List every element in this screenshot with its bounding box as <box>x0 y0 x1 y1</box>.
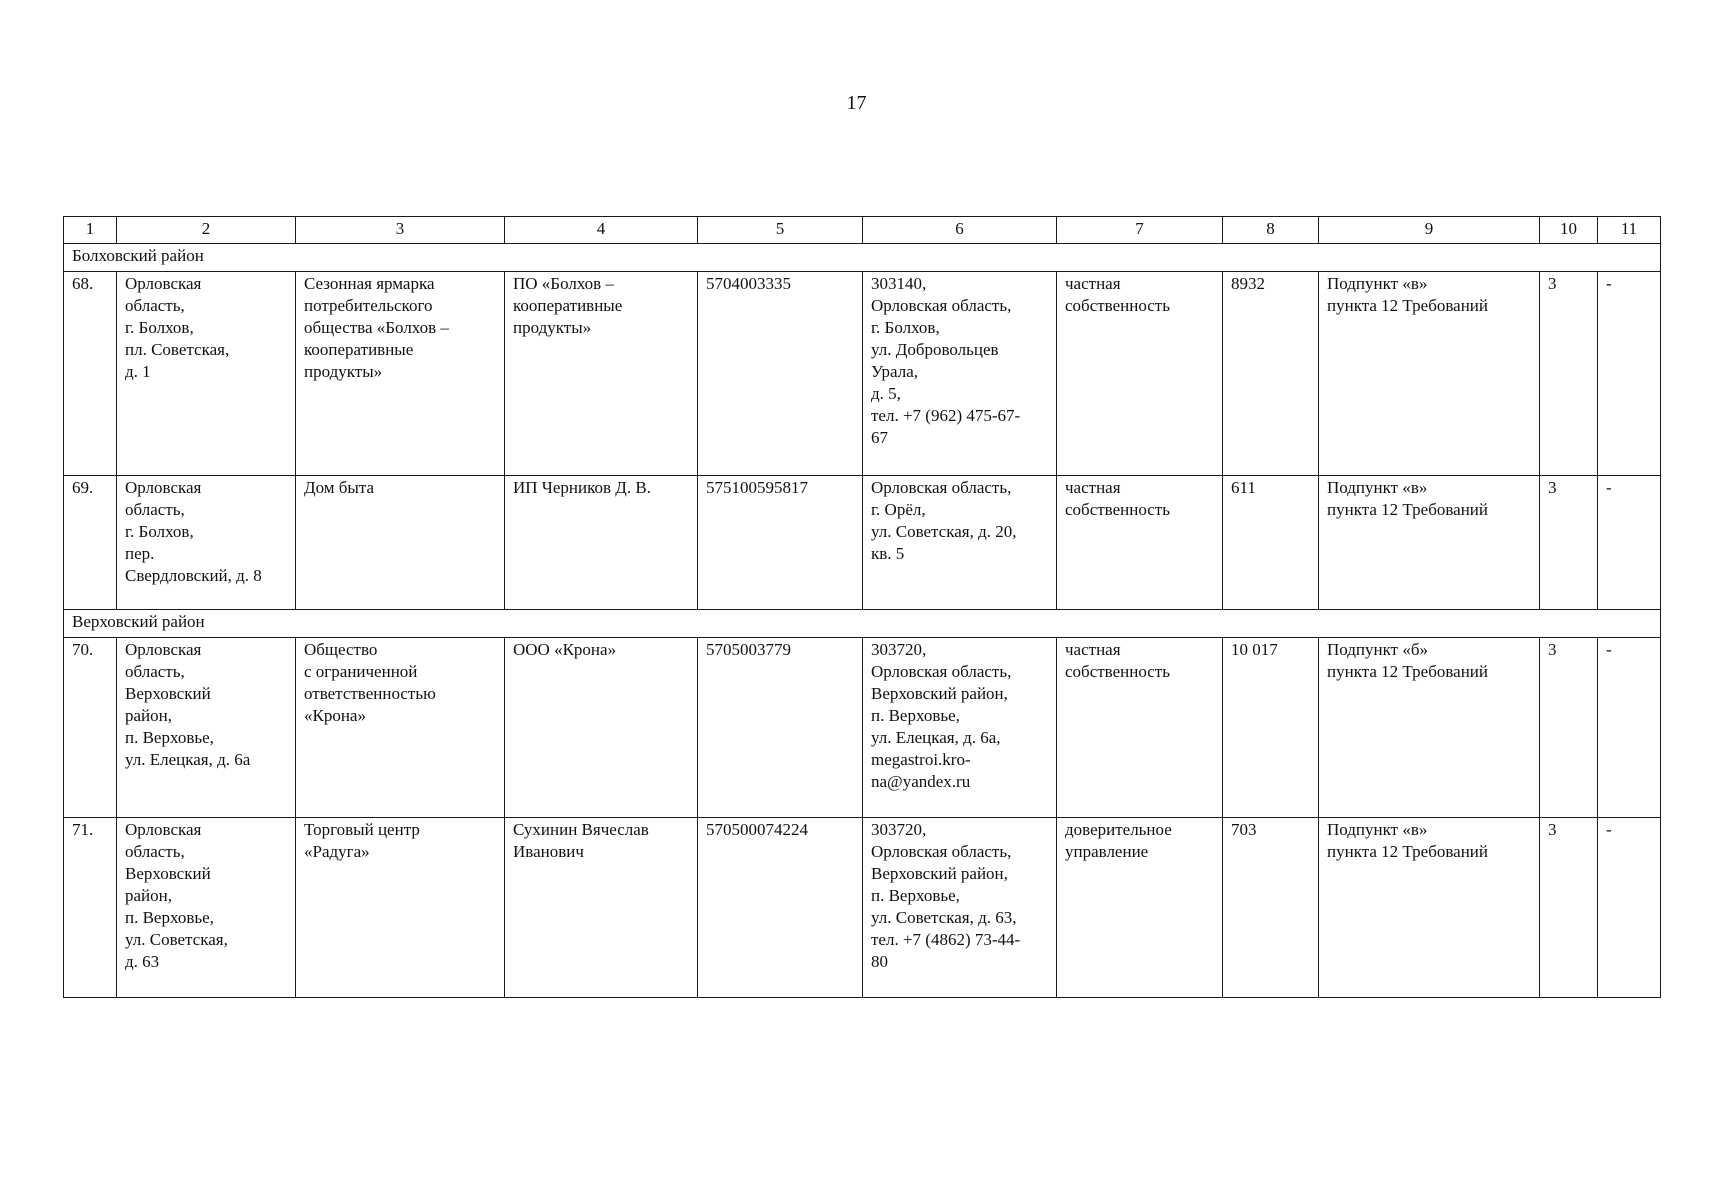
page-number: 17 <box>846 92 867 114</box>
column-header: 4 <box>505 217 698 244</box>
table-row <box>64 818 1661 998</box>
column-header: 1 <box>64 217 117 244</box>
area-value: 10 017 <box>1223 638 1319 818</box>
table-header <box>64 217 1661 244</box>
column-header: 6 <box>863 217 1057 244</box>
column-11-value: - <box>1598 638 1661 818</box>
column-header: 11 <box>1598 217 1661 244</box>
region-row <box>64 244 1661 272</box>
owner-name: ИП Черников Д. В. <box>505 476 698 610</box>
inn-number: 5704003335 <box>698 272 863 476</box>
area-value: 8932 <box>1223 272 1319 476</box>
owner-address: 303720, Орловская область, Верховский район, п. Верховье, ул. Советская, д. 63, тел. +7 (4862) 73-44- 80 <box>863 818 1057 998</box>
row-number: 70. <box>64 638 117 818</box>
row-number: 71. <box>64 818 117 998</box>
ownership-type: доверительное управление <box>1057 818 1223 998</box>
owner-name: Сухинин Вячеслав Иванович <box>505 818 698 998</box>
legal-basis: Подпункт «в» пункта 12 Требований <box>1319 476 1540 610</box>
inn-number: 575100595817 <box>698 476 863 610</box>
legal-basis: Подпункт «б» пункта 12 Требований <box>1319 638 1540 818</box>
ownership-type: частная собственность <box>1057 272 1223 476</box>
column-11-value: - <box>1598 272 1661 476</box>
object-location: Орловская область, Верховский район, п. Верховье, ул. Елецкая, д. 6а <box>117 638 296 818</box>
column-10-value: 3 <box>1540 638 1598 818</box>
column-header: 2 <box>117 217 296 244</box>
column-header: 5 <box>698 217 863 244</box>
row-number: 69. <box>64 476 117 610</box>
column-11-value: - <box>1598 476 1661 610</box>
object-location: Орловская область, Верховский район, п. Верховье, ул. Советская, д. 63 <box>117 818 296 998</box>
table-body <box>64 244 1661 998</box>
owner-address: 303140, Орловская область, г. Болхов, ул. Добровольцев Урала, д. 5, тел. +7 (962) 475-67- 67 <box>863 272 1057 476</box>
column-10-value: 3 <box>1540 476 1598 610</box>
area-value: 611 <box>1223 476 1319 610</box>
owner-address: 303720, Орловская область, Верховский район, п. Верховье, ул. Елецкая, д. 6а, megastroi.kro- na@yandex.ru <box>863 638 1057 818</box>
object-name: Торговый центр «Радуга» <box>296 818 505 998</box>
inn-number: 5705003779 <box>698 638 863 818</box>
table-row <box>64 272 1661 476</box>
object-location: Орловская область, г. Болхов, пер. Свердловский, д. 8 <box>117 476 296 610</box>
header-row <box>64 217 1661 244</box>
ownership-type: частная собственность <box>1057 476 1223 610</box>
legal-basis: Подпункт «в» пункта 12 Требований <box>1319 272 1540 476</box>
column-11-value: - <box>1598 818 1661 998</box>
inn-number: 570500074224 <box>698 818 863 998</box>
object-location: Орловская область, г. Болхов, пл. Советская, д. 1 <box>117 272 296 476</box>
object-name: Сезонная ярмарка потребительского общества «Болхов – кооперативные продукты» <box>296 272 505 476</box>
object-name: Общество с ограниченной ответственностью «Крона» <box>296 638 505 818</box>
column-header: 7 <box>1057 217 1223 244</box>
column-10-value: 3 <box>1540 272 1598 476</box>
column-header: 10 <box>1540 217 1598 244</box>
area-value: 703 <box>1223 818 1319 998</box>
owner-name: ПО «Болхов – кооперативные продукты» <box>505 272 698 476</box>
ownership-type: частная собственность <box>1057 638 1223 818</box>
column-header: 8 <box>1223 217 1319 244</box>
object-name: Дом быта <box>296 476 505 610</box>
owner-name: ООО «Крона» <box>505 638 698 818</box>
region-title: Болховский район <box>64 244 1661 272</box>
region-row <box>64 610 1661 638</box>
region-title: Верховский район <box>64 610 1661 638</box>
row-number: 68. <box>64 272 117 476</box>
table-row <box>64 638 1661 818</box>
table-row <box>64 476 1661 610</box>
column-header: 3 <box>296 217 505 244</box>
column-header: 9 <box>1319 217 1540 244</box>
registry-table <box>63 216 1661 998</box>
legal-basis: Подпункт «в» пункта 12 Требований <box>1319 818 1540 998</box>
owner-address: Орловская область, г. Орёл, ул. Советская, д. 20, кв. 5 <box>863 476 1057 610</box>
column-10-value: 3 <box>1540 818 1598 998</box>
